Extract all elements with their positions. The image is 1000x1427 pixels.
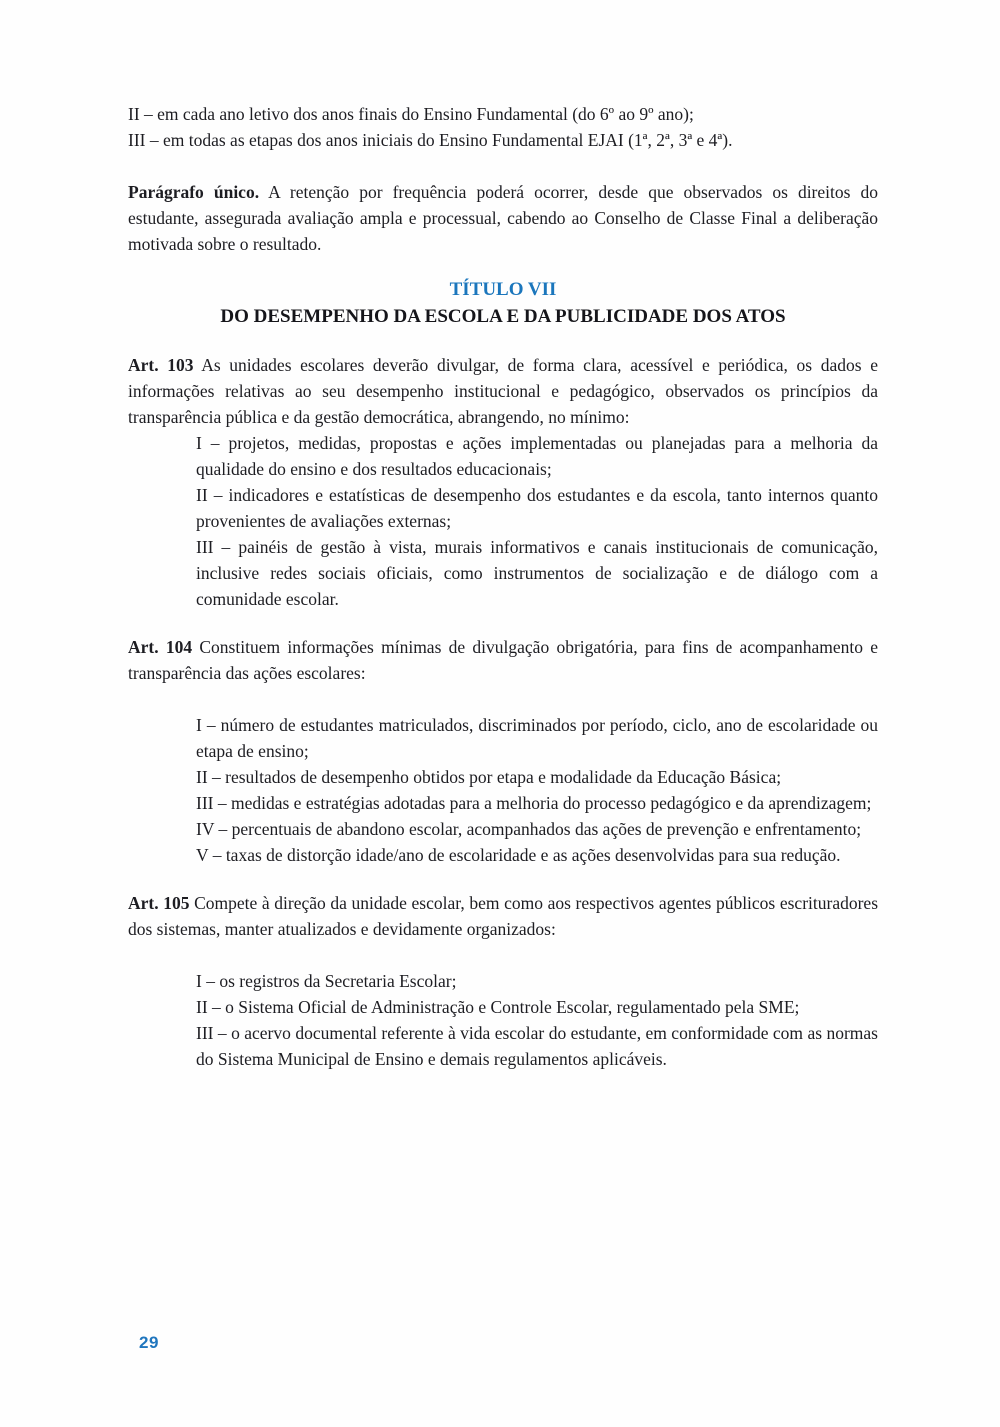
list-item: V – taxas de distorção idade/ano de escolaridade e as ações desenvolvidas para sua redução.	[196, 845, 841, 865]
article-105-text: Compete à direção da unidade escolar, bem como aos respectivos agentes públicos escrituradores dos sistemas, manter atualizados e devidamente organizados:	[128, 893, 878, 939]
titulo-subtitle: DO DESEMPENHO DA ESCOLA E DA PUBLICIDADE DOS ATOS	[220, 306, 786, 327]
paragrafo-unico-text: A retenção por frequência poderá ocorrer, desde que observados os direitos do estudante, assegurada avaliação ampla e processual, cabendo ao Conselho de Classe Final a deliberação motivada sobre o resultado.	[128, 182, 878, 254]
article-104-text: Constituem informações mínimas de divulgação obrigatória, para fins de acompanhamento e transparência das ações escolares:	[128, 637, 878, 683]
list-item: II – resultados de desempenho obtidos por etapa e modalidade da Educação Básica;	[196, 767, 782, 787]
article-104-label: Art. 104	[128, 637, 193, 657]
page-number: 29	[139, 1333, 159, 1352]
list-item: I – os registros da Secretaria Escolar;	[196, 971, 457, 991]
document-body	[128, 101, 878, 1072]
intro-item-ii: II – em cada ano letivo dos anos finais do Ensino Fundamental (do 6º ao 9º ano);	[128, 104, 694, 124]
list-item: II – o Sistema Oficial de Administração e Controle Escolar, regulamentado pela SME;	[196, 997, 800, 1017]
intro-item-iii: III – em todas as etapas dos anos iniciais do Ensino Fundamental EJAI (1ª, 2ª, 3ª e 4ª).	[128, 130, 733, 150]
list-item: III – o acervo documental referente à vida escolar do estudante, em conformidade com as normas do Sistema Municipal de Ensino e demais regulamentos aplicáveis.	[196, 1023, 878, 1069]
list-item: II – indicadores e estatísticas de desempenho dos estudantes e da escola, tanto internos quanto provenientes de avaliações externas;	[196, 485, 878, 531]
article-104	[128, 634, 878, 686]
list-item: IV – percentuais de abandono escolar, acompanhados das ações de prevenção e enfrentamento;	[196, 819, 862, 839]
article-104-items	[196, 712, 878, 868]
article-103-label: Art. 103	[128, 355, 194, 375]
paragrafo-unico-label: Parágrafo único.	[128, 182, 260, 202]
list-item: III – painéis de gestão à vista, murais informativos e canais institucionais de comunicação, inclusive redes sociais oficiais, como instrumentos de socialização e de diálogo com a comunidade escolar.	[196, 537, 878, 609]
article-103-text: As unidades escolares deverão divulgar, de forma clara, acessível e periódica, os dados e informações relativas ao seu desempenho institucional e pedagógico, observados os princípios da transparência pública e da gestão democrática, abrangendo, no mínimo:	[128, 355, 878, 427]
article-105-items	[196, 968, 878, 1072]
list-item: I – número de estudantes matriculados, discriminados por período, ciclo, ano de escolaridade ou etapa de ensino;	[196, 715, 878, 761]
article-103-items	[196, 430, 878, 612]
list-item: III – medidas e estratégias adotadas para a melhoria do processo pedagógico e da aprendizagem;	[196, 793, 872, 813]
titulo-heading: TÍTULO VII	[449, 279, 557, 300]
article-105-label: Art. 105	[128, 893, 190, 913]
list-item: I – projetos, medidas, propostas e ações implementadas ou planejadas para a melhoria da qualidade do ensino e dos resultados educacionais;	[196, 433, 878, 479]
article-105	[128, 890, 878, 942]
paragrafo-unico	[128, 179, 878, 257]
article-103	[128, 352, 878, 430]
